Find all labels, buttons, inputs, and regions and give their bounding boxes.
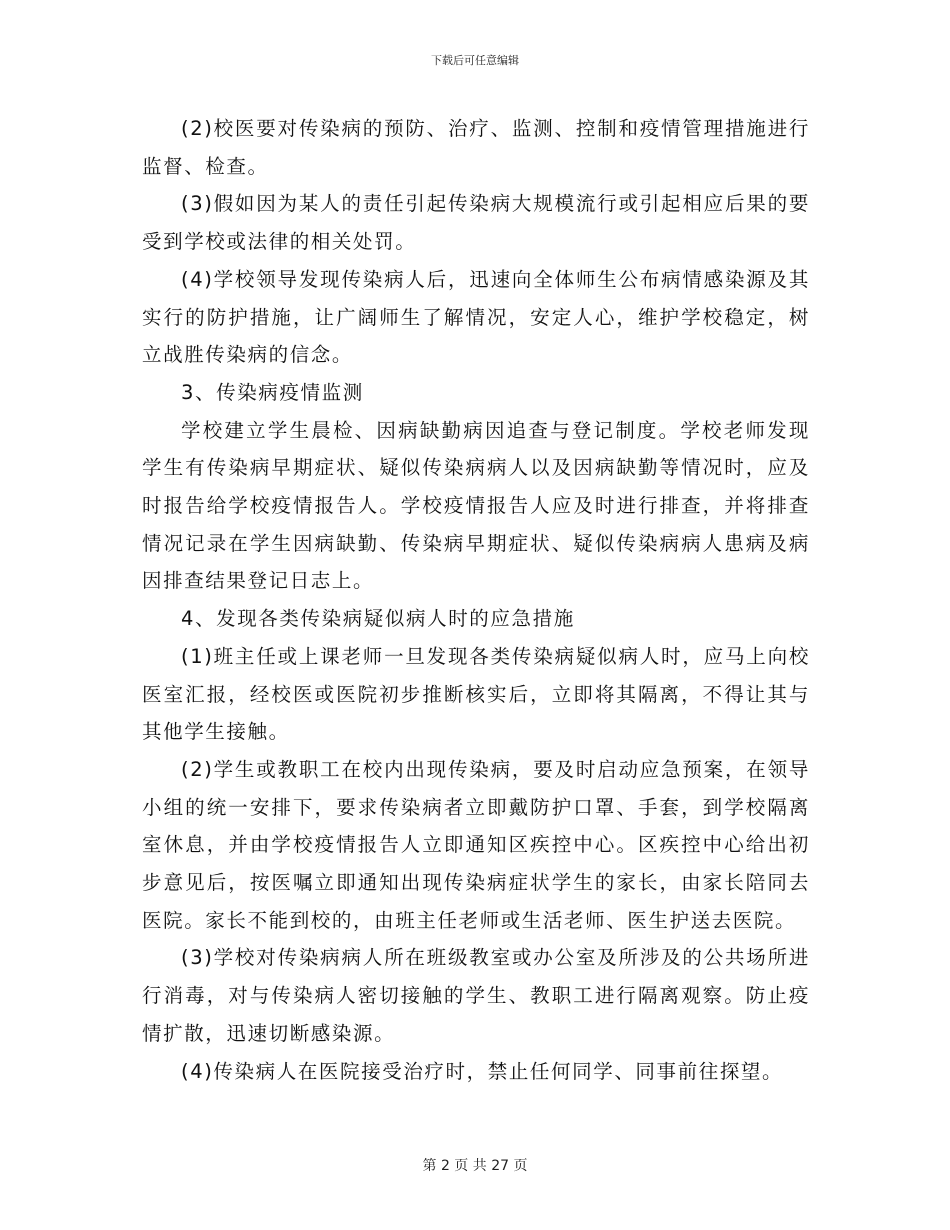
- paragraph: (3)假如因为某人的责任引起传染病大规模流行或引起相应后果的要受到学校或法律的相关处罚。: [142, 192, 810, 254]
- paragraph: (2)校医要对传染病的预防、治疗、监测、控制和疫情管理措施进行监督、检查。: [142, 117, 810, 178]
- paragraph: (4)传染病人在医院接受治疗时，禁止任何同学、同事前往探望。: [181, 1059, 784, 1083]
- page-header: 下载后可任意编辑: [431, 54, 519, 67]
- document-body: [142, 110, 810, 1090]
- section-heading: 3、传染病疫情监测: [181, 380, 364, 404]
- paragraph: (1)班主任或上课老师一旦发现各类传染病疑似病人时，应马上向校医室汇报，经校医或医院初步推断核实后，立即将其隔离，不得让其与其他学生接触。: [142, 644, 810, 744]
- paragraph: (3)学校对传染病病人所在班级教室或办公室及所涉及的公共场所进行消毒，对与传染病人密切接触的学生、教职工进行隔离观察。防止疫情扩散，迅速切断感染源。: [142, 946, 810, 1045]
- paragraph: (4)学校领导发现传染病人后，迅速向全体师生公布病情感染源及其实行的防护措施，让广阔师生了解情况，安定人心，维护学校稳定，树立战胜传染病的信念。: [142, 267, 810, 367]
- paragraph: (2)学生或教职工在校内出现传染病，要及时启动应急预案，在领导小组的统一安排下，要求传染病者立即戴防护口罩、手套，到学校隔离室休息，并由学校疫情报告人立即通知区疾控中心。区疾控中心给出初步意见后，按医嘱立即通知出现传染病症状学生的家长，由家长陪同去医院。家长不能到校的，由班主任老师或生活老师、医生护送去医院。: [142, 757, 810, 932]
- paragraph: 学校建立学生晨检、因病缺勤病因追查与登记制度。学校老师发现学生有传染病早期症状、疑似传染病病人以及因病缺勤等情况时，应及时报告给学校疫情报告人。学校疫情报告人应及时进行排查，并将排查情况记录在学生因病缺勤、传染病早期症状、疑似传染病病人患病及病因排查结果登记日志上。: [142, 418, 810, 593]
- section-heading: 4、发现各类传染病疑似病人时的应急措施: [181, 607, 575, 631]
- page-number: 第 2 页 共 27 页: [422, 1158, 528, 1174]
